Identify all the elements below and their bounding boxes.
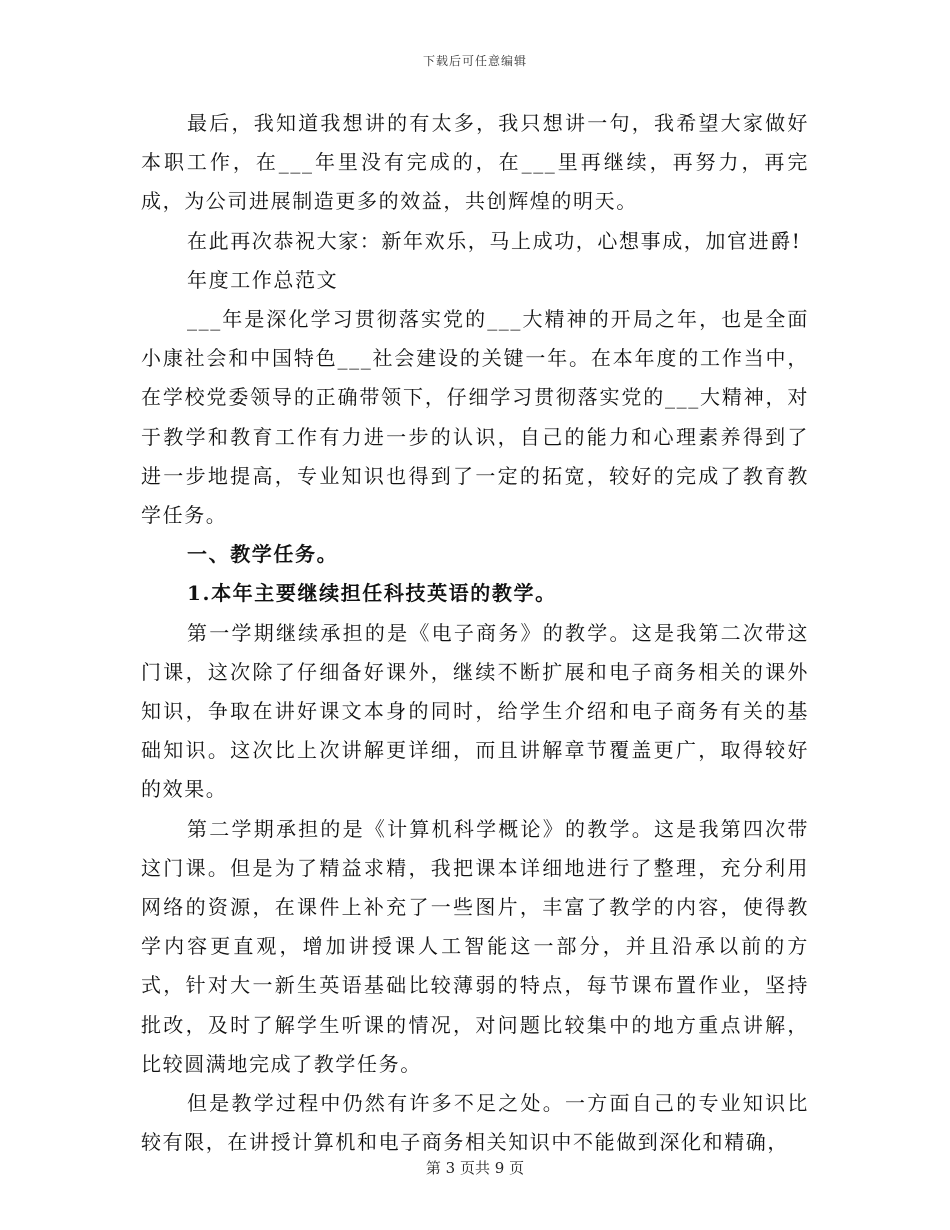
subsection-heading-english-teaching: 1.本年主要继续担任科技英语的教学。 bbox=[187, 581, 557, 606]
document-title: 年度工作总范文 bbox=[187, 267, 339, 292]
document-body bbox=[141, 104, 809, 1162]
page-header: 下载后可任意编辑 bbox=[422, 54, 527, 68]
paragraph-second-semester: 第二学期承担的是《计算机科学概论》的教学。这是我第四次带这门课。但是为了精益求精，我把课本详细地进行了整理，充分利用网络的资源，在课件上补充了一些图片，丰富了教学的内容，使得教学内容更直观，增加讲授课人工智能这一部分，并且沿承以前的方式，针对大一新生英语基础比较薄弱的特点，每节课布置作业，坚持批改，及时了解学生听课的情况，对问题比较集中的地方重点讲解，比较圆满地完成了教学任务。 bbox=[141, 816, 809, 1076]
paragraph-introduction: ___年是深化学习贯彻落实党的___大精神的开局之年，也是全面小康社会和中国特色___社会建设的关键一年。在本年度的工作当中，在学校党委领导的正确带领下，仔细学习贯彻落实党的___大精神，对于教学和教育工作有力进一步的认识，自己的能力和心理素养得到了进一步地提高，专业知识也得到了一定的拓宽，较好的完成了教育教学任务。 bbox=[141, 307, 809, 528]
paragraph-closing-remarks: 最后，我知道我想讲的有太多，我只想讲一句，我希望大家做好本职工作，在___年里没有完成的，在___里再继续，再努力，再完成，为公司进展制造更多的效益，共创辉煌的明天。 bbox=[141, 111, 809, 214]
paragraph-shortcomings: 但是教学过程中仍然有许多不足之处。一方面自己的专业知识比较有限，在讲授计算机和电子商务相关知识中不能做到深化和精确， bbox=[141, 1091, 809, 1155]
paragraph-first-semester: 第一学期继续承担的是《电子商务》的教学。这是我第二次带这门课，这次除了仔细备好课外，继续不断扩展和电子商务相关的课外知识，争取在讲好课文本身的同时，给学生介绍和电子商务有关的基础知识。这次比上次讲解更详细，而且讲解章节覆盖更广，取得较好的效果。 bbox=[141, 620, 809, 802]
page-number: 第 3 页共 9 页 bbox=[425, 1159, 525, 1177]
paragraph-new-year-wishes: 在此再次恭祝大家：新年欢乐，马上成功，心想事成，加官进爵! bbox=[187, 228, 802, 253]
section-heading-teaching-tasks: 一、教学任务。 bbox=[187, 542, 339, 567]
